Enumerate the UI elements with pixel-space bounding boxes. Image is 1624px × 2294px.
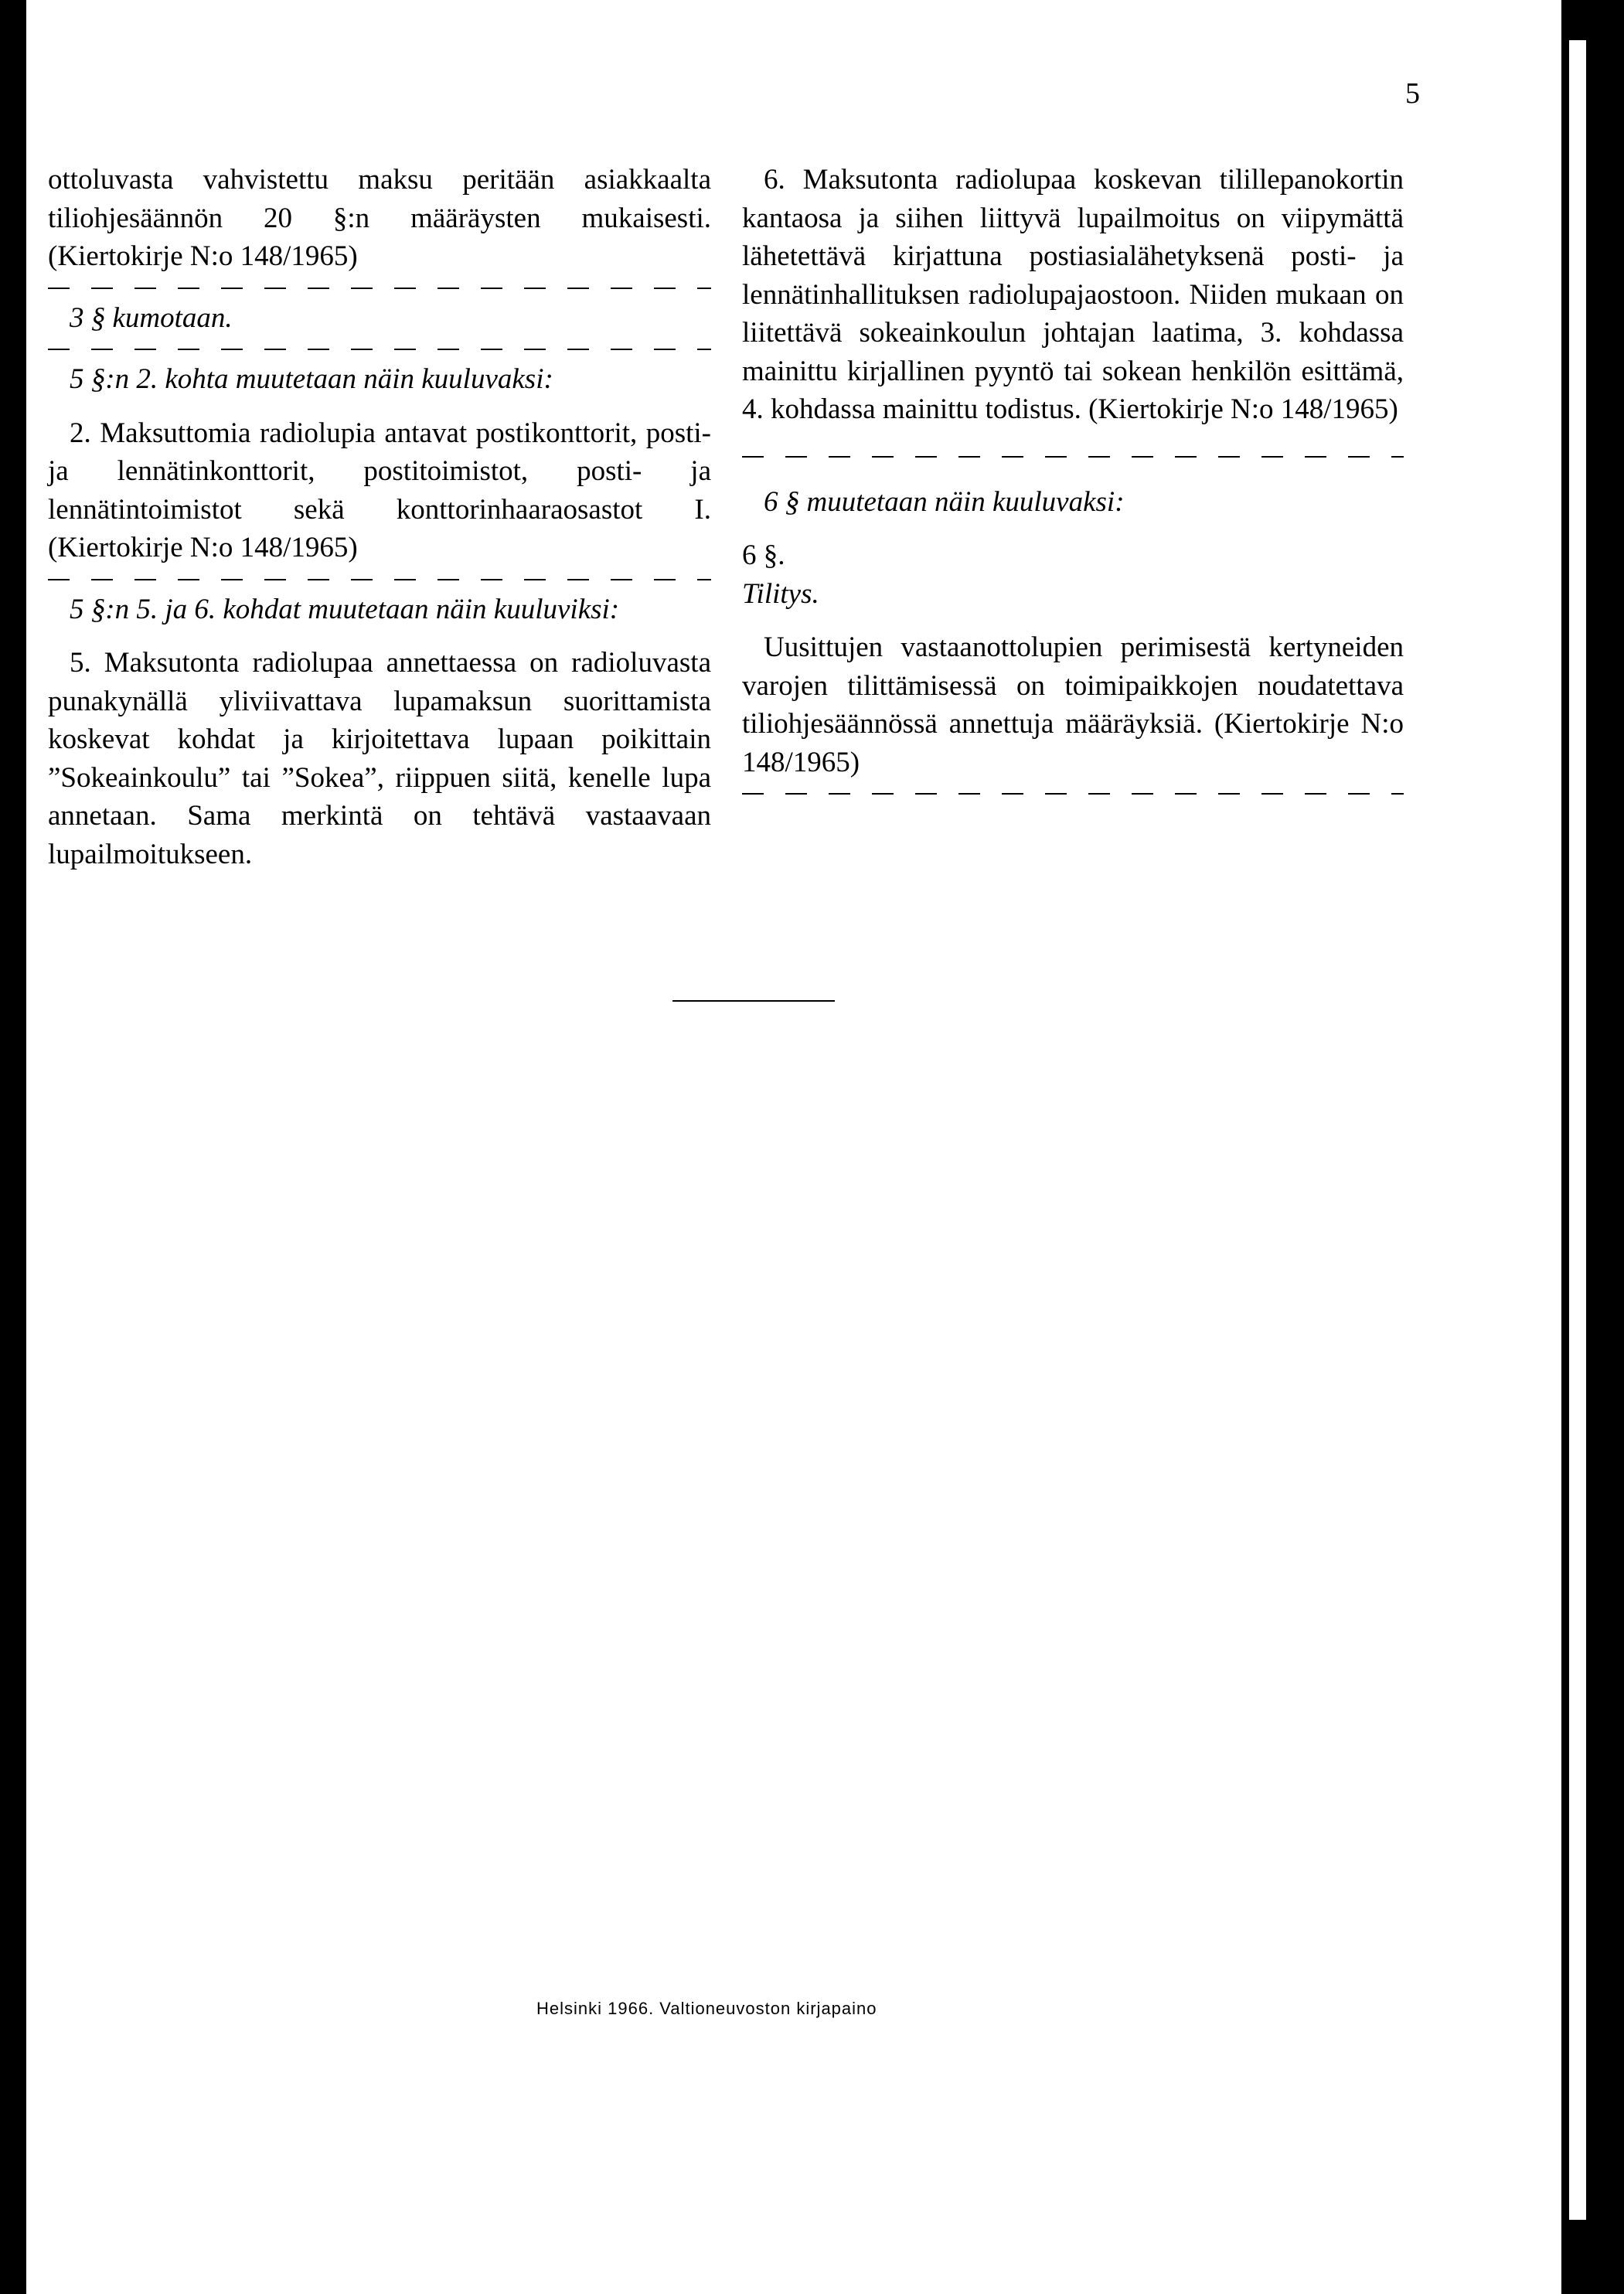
heading-section-5-items-5-6: 5 §:n 5. ja 6. kohdat muutetaan näin kuuluviksi: — [70, 593, 620, 625]
right-column — [742, 161, 1404, 805]
spacer — [48, 628, 711, 644]
omission-rule — [742, 781, 1404, 805]
paragraph-item-2: 2. Maksuttomia radiolupia antavat postikonttorit, posti- ja lennätinkonttorit, postitoimistot, posti- ja lennätintoimistot sekä konttorinhaaraosastot I. (Kiertokirje N:o 148/1965) — [48, 417, 711, 563]
scan-edge-strip — [1569, 40, 1586, 2220]
spacer — [48, 399, 711, 414]
heading-section-5-item-2: 5 §:n 2. kohta muutetaan näin kuuluvaksi: — [70, 363, 553, 395]
spacer — [742, 521, 1404, 536]
spacer — [742, 468, 1404, 483]
omission-rule — [48, 276, 711, 299]
section-title: Tilitys. — [742, 577, 819, 610]
paragraph-continued: ottoluvasta vahvistettu maksu peritään asiakkaalta tiliohjesäännön 20 §:n määräysten mukaisesti. (Kiertokirje N:o 148/1965) — [48, 164, 711, 272]
end-rule — [672, 1000, 835, 1002]
section-number: 6 §. — [742, 539, 785, 571]
omission-rule — [48, 337, 711, 360]
heading-section-3: 3 § kumotaan. — [70, 301, 233, 334]
page-number: 5 — [1405, 77, 1420, 110]
spacer — [742, 613, 1404, 628]
left-column — [48, 161, 711, 873]
paragraph-tilitys: Uusittujen vastaanottolupien perimisestä kertyneiden varojen tilittämisessä on toimipaikkojen noudatettava tiliohjesäännössä annettuja määräyksiä. (Kiertokirje N:o 148/1965) — [742, 631, 1404, 778]
heading-section-6: 6 § muutetaan näin kuuluvaksi: — [764, 485, 1125, 518]
omission-rule — [742, 444, 1404, 468]
printer-colophon: Helsinki 1966. Valtioneuvoston kirjapaino — [536, 1999, 877, 2018]
spacer — [742, 429, 1404, 444]
omission-rule — [48, 567, 711, 591]
paragraph-item-5: 5. Maksutonta radiolupaa annettaessa on radioluvasta punakynällä yliviivattava lupamaksun suorittamista koskevat kohdat ja kirjoitettava lupaan poikittain ”Sokeainkoulu” tai ”Sokea”, riippuen siitä, kenelle lupa annetaan. Sama merkintä on tehtävä vastaavaan lupailmoitukseen. — [48, 647, 711, 870]
paragraph-item-6: 6. Maksutonta radiolupaa koskevan tilillepanokortin kantaosa ja siihen liittyvä lupailmoitus on viipymättä lähetettävä kirjattuna postiasialähetyksenä posti- ja lennätinhallituksen radiolupajaostoon. Niiden mukaan on liitettävä sokeainkoulun johtajan laatima, 3. kohdassa mainittu kirjallinen pyyntö tai sokean henkilön esittämä, 4. kohdassa mainittu todistus. (Kiertokirje N:o 148/1965) — [742, 164, 1404, 425]
